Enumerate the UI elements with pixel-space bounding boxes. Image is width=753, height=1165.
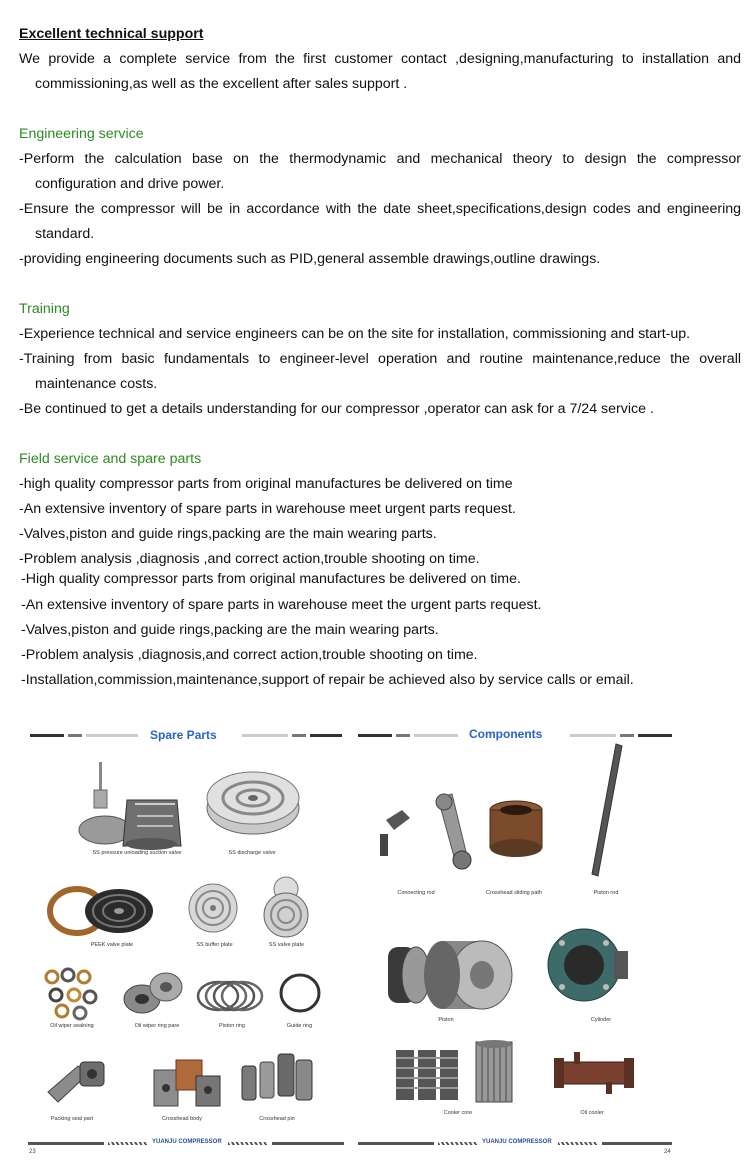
caption: Oil cooler — [580, 1110, 604, 1116]
field-item: -An extensive inventory of spare parts in warehouse meet the urgent parts request. — [21, 597, 542, 613]
section-title-engineering: Engineering service — [19, 126, 144, 142]
cooler-core-photo — [392, 1040, 522, 1106]
section-title-field-service: Field service and spare parts — [19, 451, 202, 467]
caption: SS pressure unloading suction valve — [92, 850, 182, 856]
caption: Packing seal part — [50, 1116, 94, 1122]
piston-ring-photo — [194, 978, 266, 1014]
field-item: -Valves,piston and guide rings,packing are the main wearing parts. — [21, 622, 439, 638]
caption: PEEK valve plate — [90, 942, 134, 948]
cylinder-photo — [544, 925, 632, 1005]
oil-wiper-ring-photo — [120, 965, 186, 1021]
caption: Crosshead sliding path — [486, 890, 542, 896]
caption: SS buffer plate — [196, 942, 233, 948]
title-decoration-right — [242, 734, 342, 737]
crosshead-sliding-path-photo — [484, 798, 548, 860]
engineering-item: -Ensure the compressor will be in accordance with the date sheet,specifications,design codes and engineering standard. — [19, 201, 741, 242]
components-title: Components — [469, 727, 543, 741]
ss-valve-plate-photo — [262, 875, 310, 941]
field-item: -An extensive inventory of spare parts in warehouse meet urgent parts request. — [19, 501, 516, 517]
intro-paragraph: We provide a complete service from the first customer contact ,designing,manufacturing to installation and commissioning,as well as the excellent after sales support . — [19, 51, 741, 92]
footer-brand: YUANJU COMPRESSOR — [482, 1139, 552, 1145]
field-item: -High quality compressor parts from original manufactures be delivered on time. — [21, 571, 521, 587]
suction-valve-photo — [77, 760, 187, 852]
crosshead-body-photo — [150, 1052, 224, 1112]
field-item: -Installation,commission,maintenance,support of repair be achieved also by service calls or email. — [21, 672, 634, 688]
footer-brand: YUANJU COMPRESSOR — [152, 1139, 222, 1145]
title-decoration-left — [358, 734, 458, 737]
crosshead-pin-photo — [238, 1050, 318, 1106]
training-item: -Be continued to get a details understanding for our compressor ,operator can ask for a 7/24 service . — [19, 401, 654, 417]
caption: SS valve plate — [268, 942, 305, 948]
guide-ring-photo — [278, 972, 322, 1014]
caption: Connecting rod — [397, 890, 435, 896]
title-decoration-left — [30, 734, 140, 737]
caption: Guide ring — [286, 1023, 313, 1029]
caption: Cylinder — [590, 1017, 612, 1023]
engineering-item: -Perform the calculation base on the thermodynamic and mechanical theory to design the compressor configuration and drive power. — [19, 151, 741, 192]
caption: Crosshead pin — [259, 1116, 295, 1122]
discharge-valve-photo — [205, 768, 301, 838]
caption: Oil wiper sealning — [50, 1023, 94, 1029]
field-item: -high quality compressor parts from original manufactures be delivered on time — [19, 476, 513, 492]
components-footer — [358, 1139, 672, 1146]
field-item: -Problem analysis ,diagnosis,and correct action,trouble shooting on time. — [21, 647, 478, 663]
page-number: 23 — [29, 1149, 36, 1155]
title-decoration-right — [570, 734, 672, 737]
spare-parts-footer — [28, 1139, 344, 1146]
oil-wiper-sealing-photo — [42, 965, 102, 1021]
piston-rod-photo — [586, 740, 626, 880]
caption: Piston ring — [219, 1023, 245, 1029]
connecting-rod-photo — [376, 790, 476, 870]
spare-parts-panel — [22, 720, 347, 1160]
caption: Piston — [438, 1017, 454, 1023]
caption: Crosshead body — [161, 1116, 203, 1122]
spare-parts-title: Spare Parts — [150, 728, 217, 742]
packing-seal-part-photo — [44, 1056, 108, 1110]
training-item: -Training from basic fundamentals to engineer-level operation and routine maintenance,reduce the overall maintenance costs. — [19, 351, 741, 392]
engineering-item: -providing engineering documents such as PID,general assemble drawings,outline drawings. — [19, 251, 601, 267]
caption: Cooler core — [443, 1110, 473, 1116]
oil-cooler-photo — [550, 1048, 640, 1098]
page-heading: Excellent technical support — [19, 26, 204, 42]
caption: Piston rod — [593, 890, 619, 896]
caption: SS discharge valve — [228, 850, 276, 856]
piston-photo — [384, 935, 524, 1015]
field-item: -Valves,piston and guide rings,packing are the main wearing parts. — [19, 526, 437, 542]
peek-valve-plate-photo — [47, 882, 157, 940]
field-item: -Problem analysis ,diagnosis ,and correct action,trouble shooting on time. — [19, 551, 480, 567]
components-panel — [356, 720, 676, 1160]
page-number: 24 — [664, 1149, 671, 1155]
section-title-training: Training — [19, 301, 70, 317]
buffer-plate-photo — [187, 880, 239, 936]
training-item: -Experience technical and service engineers can be on the site for installation, commissioning and start-up. — [19, 326, 691, 342]
caption: Oil wiper ring pare — [134, 1023, 180, 1029]
